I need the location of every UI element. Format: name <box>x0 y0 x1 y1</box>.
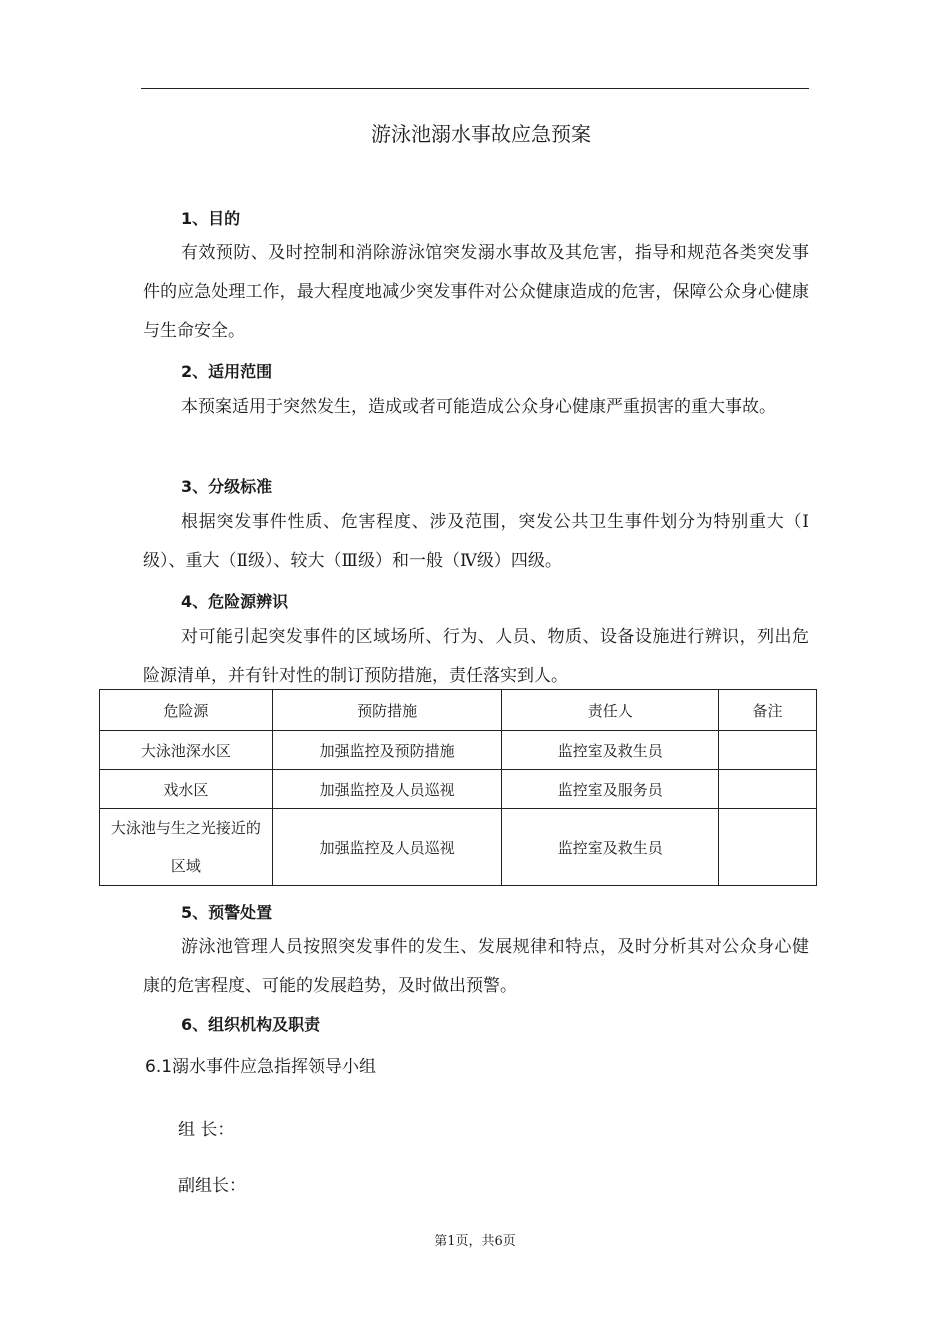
table-cell: 监控室及服务员 <box>502 770 719 809</box>
table-cell: 戏水区 <box>100 770 273 809</box>
table-cell <box>719 770 817 809</box>
header-rule <box>141 88 809 89</box>
group-leader-label: 组 长： <box>178 1120 235 1140</box>
section-6-heading: 6、组织机构及职责 <box>181 1015 321 1034</box>
section-6-1-heading: 6.1溺水事件应急指挥领导小组 <box>145 1057 377 1077</box>
section-2-heading: 2、适用范围 <box>181 362 273 381</box>
table-row <box>100 731 817 770</box>
table-cell: 监控室及救生员 <box>502 731 719 770</box>
section-4-body: 对可能引起突发事件的区域场所、行为、人员、物质、设备设施进行辨识，列出危险源清单，并有针对性的制订预防措施，责任落实到人。 <box>143 627 809 686</box>
deputy-leader-label: 副组长： <box>178 1176 246 1196</box>
table-cell: 加强监控及人员巡视 <box>272 770 502 809</box>
section-2-body: 本预案适用于突然发生，造成或者可能造成公众身心健康严重损害的重大事故。 <box>181 397 776 417</box>
table-row <box>100 809 817 886</box>
table-cell <box>719 731 817 770</box>
section-1-body: 有效预防、及时控制和消除游泳馆突发溺水事故及其危害，指导和规范各类突发事件的应急处理工作，最大程度地减少突发事件对公众健康造成的危害，保障公众身心健康与生命安全。 <box>143 243 809 341</box>
table-header-cell: 预防措施 <box>272 690 502 731</box>
section-5-heading: 5、预警处置 <box>181 903 273 922</box>
hazard-table <box>99 689 817 886</box>
table-row <box>100 770 817 809</box>
table-header-cell: 备注 <box>719 690 817 731</box>
table-header-row <box>100 690 817 731</box>
table-cell: 加强监控及预防措施 <box>272 731 502 770</box>
section-5-body: 游泳池管理人员按照突发事件的发生、发展规律和特点，及时分析其对公众身心健康的危害程度、可能的发展趋势，及时做出预警。 <box>143 937 809 996</box>
table-cell: 监控室及救生员 <box>502 809 719 886</box>
section-4-heading: 4、危险源辨识 <box>181 592 289 611</box>
page-footer: 第1页，共6页 <box>434 1234 516 1249</box>
section-1-heading: 1、目的 <box>181 209 241 228</box>
section-3-heading: 3、分级标准 <box>181 477 273 496</box>
table-header-cell: 责任人 <box>502 690 719 731</box>
table-cell: 大泳池深水区 <box>100 731 273 770</box>
document-title: 游泳池溺水事故应急预案 <box>371 122 591 146</box>
table-cell: 大泳池与生之光接近的区域 <box>100 809 273 886</box>
table-cell <box>719 809 817 886</box>
section-3-body: 根据突发事件性质、危害程度、涉及范围，突发公共卫生事件划分为特别重大（Ⅰ级）、重大（Ⅱ级）、较大（Ⅲ级）和一般（Ⅳ级）四级。 <box>143 512 809 571</box>
table-header-cell: 危险源 <box>100 690 273 731</box>
table-cell: 加强监控及人员巡视 <box>272 809 502 886</box>
